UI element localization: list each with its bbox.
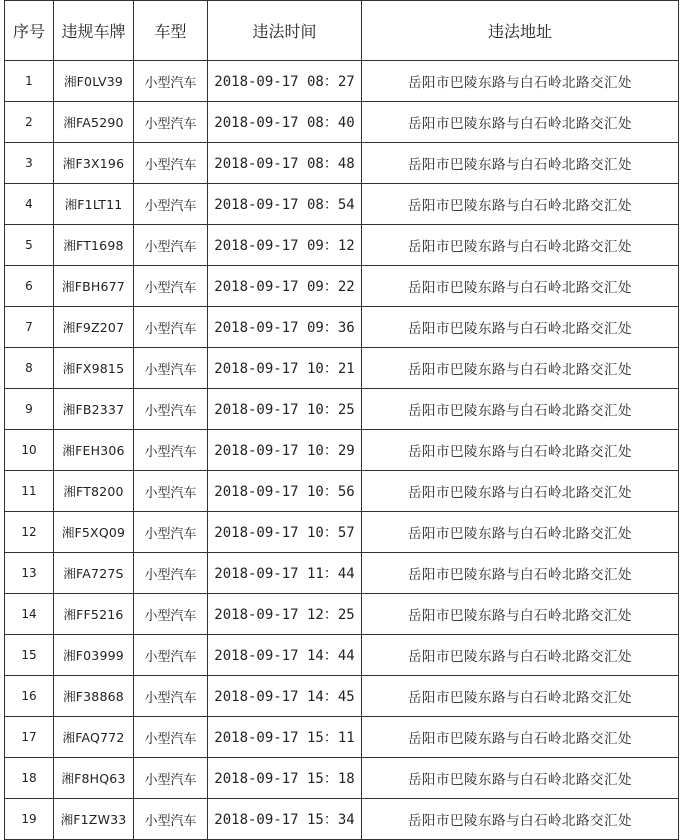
cell-plate: 湘FA5290 <box>54 102 134 143</box>
cell-address: 岳阳市巴陵东路与白石岭北路交汇处 <box>362 512 679 553</box>
cell-time: 2018-09-17 08：48 <box>208 143 362 184</box>
cell-plate: 湘FA727S <box>54 553 134 594</box>
cell-address: 岳阳市巴陵东路与白石岭北路交汇处 <box>362 143 679 184</box>
table-row <box>5 553 679 594</box>
table-body <box>5 61 679 840</box>
cell-seq: 19 <box>5 799 54 840</box>
cell-time: 2018-09-17 09：22 <box>208 266 362 307</box>
cell-time: 2018-09-17 10：21 <box>208 348 362 389</box>
cell-vehicle-type: 小型汽车 <box>134 225 208 266</box>
cell-plate: 湘F1ZW33 <box>54 799 134 840</box>
cell-address: 岳阳市巴陵东路与白石岭北路交汇处 <box>362 594 679 635</box>
cell-seq: 12 <box>5 512 54 553</box>
cell-vehicle-type: 小型汽车 <box>134 430 208 471</box>
header-vehicle-type: 车型 <box>134 1 208 61</box>
cell-time: 2018-09-17 10：25 <box>208 389 362 430</box>
cell-vehicle-type: 小型汽车 <box>134 553 208 594</box>
cell-address: 岳阳市巴陵东路与白石岭北路交汇处 <box>362 266 679 307</box>
cell-vehicle-type: 小型汽车 <box>134 102 208 143</box>
cell-vehicle-type: 小型汽车 <box>134 307 208 348</box>
cell-vehicle-type: 小型汽车 <box>134 389 208 430</box>
violations-table <box>4 0 679 840</box>
table-row <box>5 225 679 266</box>
table-row <box>5 143 679 184</box>
cell-address: 岳阳市巴陵东路与白石岭北路交汇处 <box>362 225 679 266</box>
table-row <box>5 717 679 758</box>
cell-seq: 5 <box>5 225 54 266</box>
cell-plate: 湘F5XQ09 <box>54 512 134 553</box>
table-row <box>5 102 679 143</box>
cell-address: 岳阳市巴陵东路与白石岭北路交汇处 <box>362 307 679 348</box>
cell-plate: 湘FB2337 <box>54 389 134 430</box>
cell-plate: 湘FBH677 <box>54 266 134 307</box>
table-row <box>5 348 679 389</box>
table-row <box>5 266 679 307</box>
cell-plate: 湘F38868 <box>54 676 134 717</box>
table-row <box>5 184 679 225</box>
cell-vehicle-type: 小型汽车 <box>134 717 208 758</box>
cell-seq: 7 <box>5 307 54 348</box>
table-row <box>5 430 679 471</box>
cell-seq: 11 <box>5 471 54 512</box>
cell-plate: 湘FEH306 <box>54 430 134 471</box>
header-row <box>5 1 679 61</box>
cell-time: 2018-09-17 12：25 <box>208 594 362 635</box>
cell-plate: 湘F0LV39 <box>54 61 134 102</box>
table-header <box>5 1 679 61</box>
cell-vehicle-type: 小型汽车 <box>134 266 208 307</box>
table-row <box>5 512 679 553</box>
cell-plate: 湘F1LT11 <box>54 184 134 225</box>
cell-seq: 13 <box>5 553 54 594</box>
cell-vehicle-type: 小型汽车 <box>134 348 208 389</box>
cell-vehicle-type: 小型汽车 <box>134 61 208 102</box>
cell-time: 2018-09-17 10：29 <box>208 430 362 471</box>
table-row <box>5 676 679 717</box>
cell-seq: 2 <box>5 102 54 143</box>
header-time: 违法时间 <box>208 1 362 61</box>
cell-time: 2018-09-17 09：12 <box>208 225 362 266</box>
cell-plate: 湘F8HQ63 <box>54 758 134 799</box>
cell-address: 岳阳市巴陵东路与白石岭北路交汇处 <box>362 102 679 143</box>
cell-time: 2018-09-17 11：44 <box>208 553 362 594</box>
cell-seq: 17 <box>5 717 54 758</box>
cell-vehicle-type: 小型汽车 <box>134 184 208 225</box>
cell-seq: 16 <box>5 676 54 717</box>
cell-address: 岳阳市巴陵东路与白石岭北路交汇处 <box>362 799 679 840</box>
cell-seq: 1 <box>5 61 54 102</box>
cell-address: 岳阳市巴陵东路与白石岭北路交汇处 <box>362 676 679 717</box>
cell-vehicle-type: 小型汽车 <box>134 143 208 184</box>
header-plate: 违规车牌 <box>54 1 134 61</box>
cell-vehicle-type: 小型汽车 <box>134 676 208 717</box>
table-row <box>5 61 679 102</box>
cell-time: 2018-09-17 08：54 <box>208 184 362 225</box>
cell-seq: 3 <box>5 143 54 184</box>
cell-plate: 湘FT8200 <box>54 471 134 512</box>
cell-time: 2018-09-17 15：18 <box>208 758 362 799</box>
table-row <box>5 799 679 840</box>
cell-address: 岳阳市巴陵东路与白石岭北路交汇处 <box>362 61 679 102</box>
cell-seq: 6 <box>5 266 54 307</box>
cell-time: 2018-09-17 10：56 <box>208 471 362 512</box>
cell-vehicle-type: 小型汽车 <box>134 471 208 512</box>
cell-address: 岳阳市巴陵东路与白石岭北路交汇处 <box>362 635 679 676</box>
cell-time: 2018-09-17 09：36 <box>208 307 362 348</box>
cell-address: 岳阳市巴陵东路与白石岭北路交汇处 <box>362 348 679 389</box>
cell-address: 岳阳市巴陵东路与白石岭北路交汇处 <box>362 553 679 594</box>
cell-vehicle-type: 小型汽车 <box>134 799 208 840</box>
cell-address: 岳阳市巴陵东路与白石岭北路交汇处 <box>362 758 679 799</box>
cell-vehicle-type: 小型汽车 <box>134 512 208 553</box>
cell-seq: 9 <box>5 389 54 430</box>
cell-plate: 湘F9Z207 <box>54 307 134 348</box>
cell-plate: 湘FX9815 <box>54 348 134 389</box>
cell-vehicle-type: 小型汽车 <box>134 594 208 635</box>
cell-time: 2018-09-17 08：27 <box>208 61 362 102</box>
cell-plate: 湘F03999 <box>54 635 134 676</box>
cell-time: 2018-09-17 14：45 <box>208 676 362 717</box>
cell-plate: 湘FF5216 <box>54 594 134 635</box>
cell-address: 岳阳市巴陵东路与白石岭北路交汇处 <box>362 184 679 225</box>
cell-address: 岳阳市巴陵东路与白石岭北路交汇处 <box>362 471 679 512</box>
cell-seq: 10 <box>5 430 54 471</box>
header-address: 违法地址 <box>362 1 679 61</box>
cell-address: 岳阳市巴陵东路与白石岭北路交汇处 <box>362 430 679 471</box>
cell-time: 2018-09-17 08：40 <box>208 102 362 143</box>
cell-time: 2018-09-17 15：11 <box>208 717 362 758</box>
table-row <box>5 594 679 635</box>
cell-seq: 15 <box>5 635 54 676</box>
table-row <box>5 635 679 676</box>
cell-seq: 4 <box>5 184 54 225</box>
cell-seq: 8 <box>5 348 54 389</box>
cell-time: 2018-09-17 10：57 <box>208 512 362 553</box>
table-row <box>5 471 679 512</box>
cell-plate: 湘FT1698 <box>54 225 134 266</box>
cell-seq: 14 <box>5 594 54 635</box>
cell-address: 岳阳市巴陵东路与白石岭北路交汇处 <box>362 389 679 430</box>
table-row <box>5 389 679 430</box>
table-row <box>5 307 679 348</box>
cell-time: 2018-09-17 14：44 <box>208 635 362 676</box>
cell-plate: 湘F3X196 <box>54 143 134 184</box>
cell-seq: 18 <box>5 758 54 799</box>
cell-vehicle-type: 小型汽车 <box>134 758 208 799</box>
cell-time: 2018-09-17 15：34 <box>208 799 362 840</box>
cell-plate: 湘FAQ772 <box>54 717 134 758</box>
table-row <box>5 758 679 799</box>
cell-vehicle-type: 小型汽车 <box>134 635 208 676</box>
header-seq: 序号 <box>5 1 54 61</box>
cell-address: 岳阳市巴陵东路与白石岭北路交汇处 <box>362 717 679 758</box>
